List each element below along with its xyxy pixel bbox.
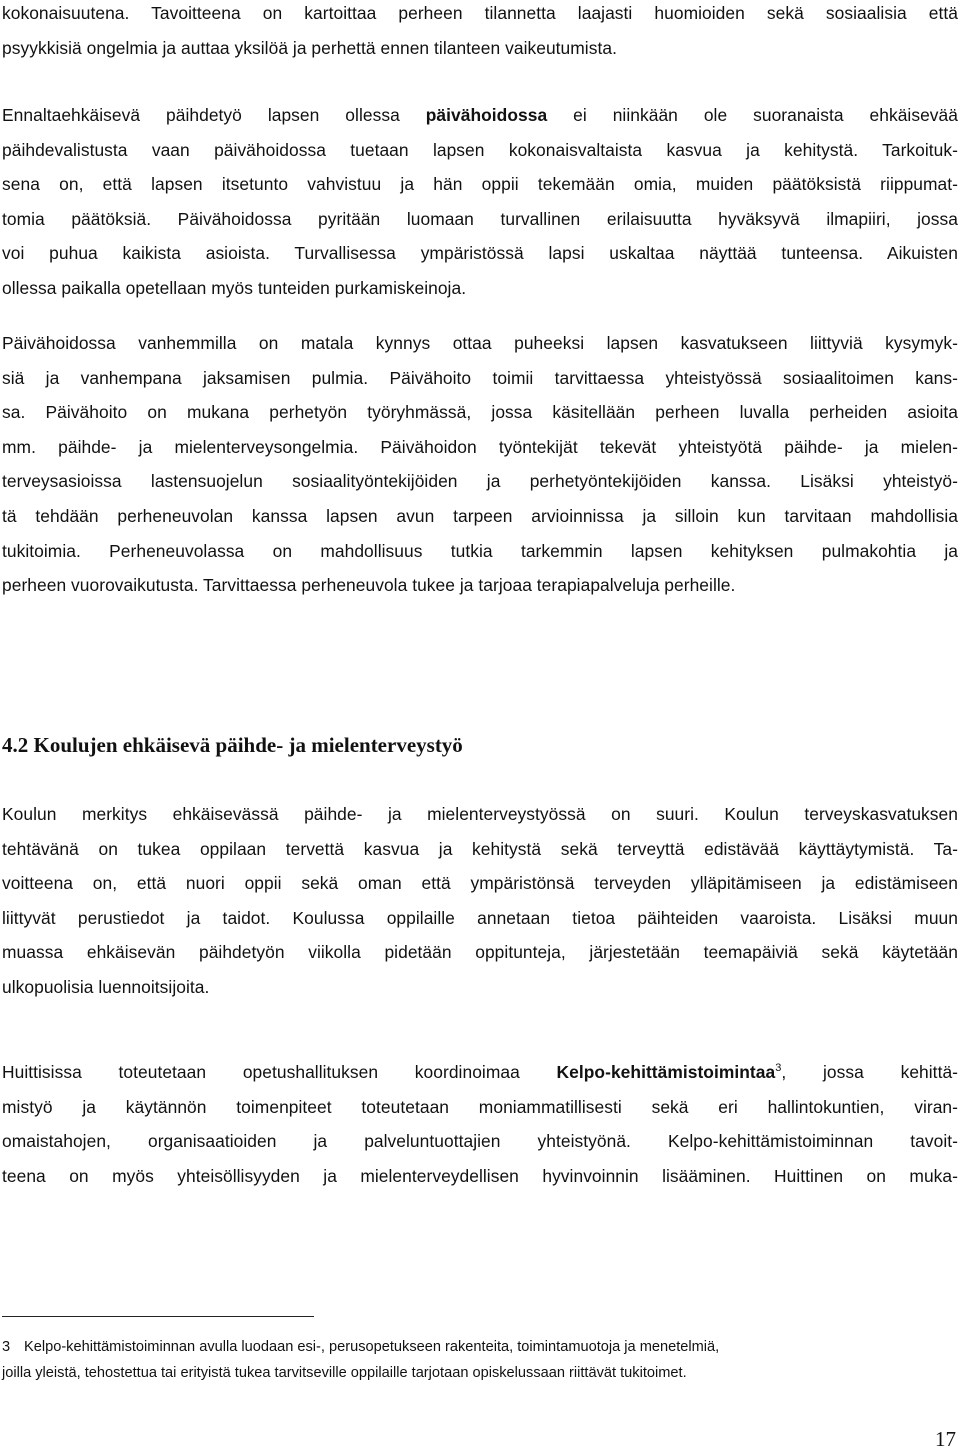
footnote-reference[interactable]: 3: [775, 1062, 782, 1075]
text-line: voitteena on, että nuori oppii sekä oman että ympäristönsä terveyden ylläpitämiseen ja edistämiseen: [2, 873, 958, 894]
footnote-divider: [2, 1316, 314, 1317]
text-line: liittyvät perustiedot ja taidot. Koulussa oppilaille annetaan tietoa päihteiden vaaroista. Lisäksi muun: [2, 907, 958, 928]
paragraph-school: [2, 797, 958, 1005]
text-line: kokonaisuutena. Tavoitteena on kartoittaa perheen tilannetta laajasti huomioiden sekä sosiaalisia että: [2, 3, 958, 23]
paragraph-continuation: [2, 0, 958, 65]
text-line: terveysasioissa lastensuojelun sosiaalityöntekijöiden ja perhetyöntekijöiden kanssa. Lisäksi yhteistyö-: [2, 471, 958, 492]
text-line: ollessa paikalla opetellaan myös tunteiden purkamiskeinoja.: [2, 277, 467, 298]
footnote-text: Kelpo-kehittämistoiminnan avulla luodaan esi-, perusopetukseen rakenteita, toimintamuotoja ja menetelmiä,: [24, 1339, 720, 1355]
footnote-line: joilla yleistä, tehostettua tai erityistä tukea tarvitseville oppilaille tarjotaan opiskelussaan riittävät tukitoimet.: [2, 1365, 687, 1381]
footnote-line: [2, 1334, 958, 1360]
text-line: siä ja vanhempana jaksamisen pulmia. Päivähoito toimii tarvittaessa yhteistyössä sosiaalitoimen kans-: [2, 367, 958, 388]
text-line: [2, 1055, 958, 1090]
text-line: tukitoimia. Perheneuvolassa on mahdollisuus tutkia tarkemmin lapsen kehityksen pulmakohtia ja: [2, 540, 958, 561]
footnote-mark: 3: [2, 1339, 11, 1355]
text-run: Huittisissa toteutetaan opetushallituksen koordinoimaa: [2, 1062, 557, 1082]
text-line: Koulun merkitys ehkäisevässä päihde- ja mielenterveystyössä on suuri. Koulun terveyskasvatuksen: [2, 804, 958, 824]
text-line: omaistahojen, organisaatioiden ja palveluntuottajien yhteistyönä. Kelpo-kehittämistoiminnan tavoit-: [2, 1131, 958, 1152]
text-line: mm. päihde- ja mielenterveysongelmia. Päivähoidon työntekijät tekevät yhteistyötä päihde- ja mielen-: [2, 436, 958, 457]
text-line: mistyö ja käytännön toimenpiteet toteutetaan moniammatillisesti sekä eri hallintokuntien, viran-: [2, 1096, 958, 1117]
text-run: Ennaltaehkäisevä päihdetyö lapsen ollessa: [2, 105, 426, 125]
paragraph-parents: [2, 326, 958, 603]
text-line: perheen vuorovaikutusta. Tarvittaessa perheneuvola tukee ja tarjoaa terapiapalveluja perheille.: [2, 575, 736, 596]
text-line: päihdevalistusta vaan päivähoidossa tuetaan lapsen kokonaisvaltaista kasvua ja kehitystä. Tarkoituk-: [2, 139, 958, 160]
text-line: psyykkisiä ongelmia ja auttaa yksilöä ja perhettä ennen tilanteen vaikeutumista.: [2, 37, 617, 58]
text-line: sa. Päivähoito on mukana perhetyön työryhmässä, jossa käsitellään perheen luvalla perheiden asioita: [2, 402, 958, 423]
text-line: muassa ehkäisevän päihdetyön viikolla pidetään oppitunteja, järjestetään teemapäiviä sekä käytetään: [2, 942, 958, 963]
paragraph-kelpo: [2, 1055, 958, 1193]
text-line: tä tehdään perheneuvolan kanssa lapsen avun tarpeen arvioinnissa ja silloin kun tarvitaan mahdollisia: [2, 505, 958, 526]
paragraph-daycare: [2, 98, 958, 306]
text-line: Päivähoidossa vanhemmilla on matala kynnys ottaa puheeksi lapsen kasvatukseen liittyviä kysymyk-: [2, 333, 958, 353]
text-line: teena on myös yhteisöllisyyden ja mielenterveydellisen hyvinvoinnin lisääminen. Huittinen on muka-: [2, 1165, 958, 1186]
text-run: , jossa kehittä-: [781, 1062, 959, 1082]
text-line: voi puhua kaikista asioista. Turvallisessa ympäristössä lapsi uskaltaa näyttää tunteensa. Aikuisten: [2, 243, 958, 264]
text-line: ulkopuolisia luennoitsijoita.: [2, 976, 210, 997]
text-line: tehtävänä on tukea oppilaan tervettä kasvua ja kehitystä sekä terveyttä edistävää käyttäytymistä. Ta-: [2, 838, 958, 859]
page-number: 17: [935, 1427, 956, 1451]
section-heading: 4.2 Koulujen ehkäisevä päihde- ja mielenterveystyö: [2, 733, 463, 757]
emphasis-kelpo: Kelpo-kehittämistoimintaa: [556, 1062, 776, 1082]
text-line: [2, 98, 958, 133]
text-line: tomia päätöksiä. Päivähoidossa pyritään luomaan turvallinen erilaisuutta hyväksyvä ilmapiiri, jossa: [2, 208, 958, 229]
emphasis-daycare: päivähoidossa: [425, 105, 548, 125]
footnote: [2, 1334, 958, 1386]
text-line: sena on, että lapsen itsetunto vahvistuu ja hän oppii tekemään omia, muiden päätöksistä riippumat-: [2, 174, 958, 195]
text-run: ei niinkään ole suoranaista ehkäisevää: [547, 105, 958, 125]
